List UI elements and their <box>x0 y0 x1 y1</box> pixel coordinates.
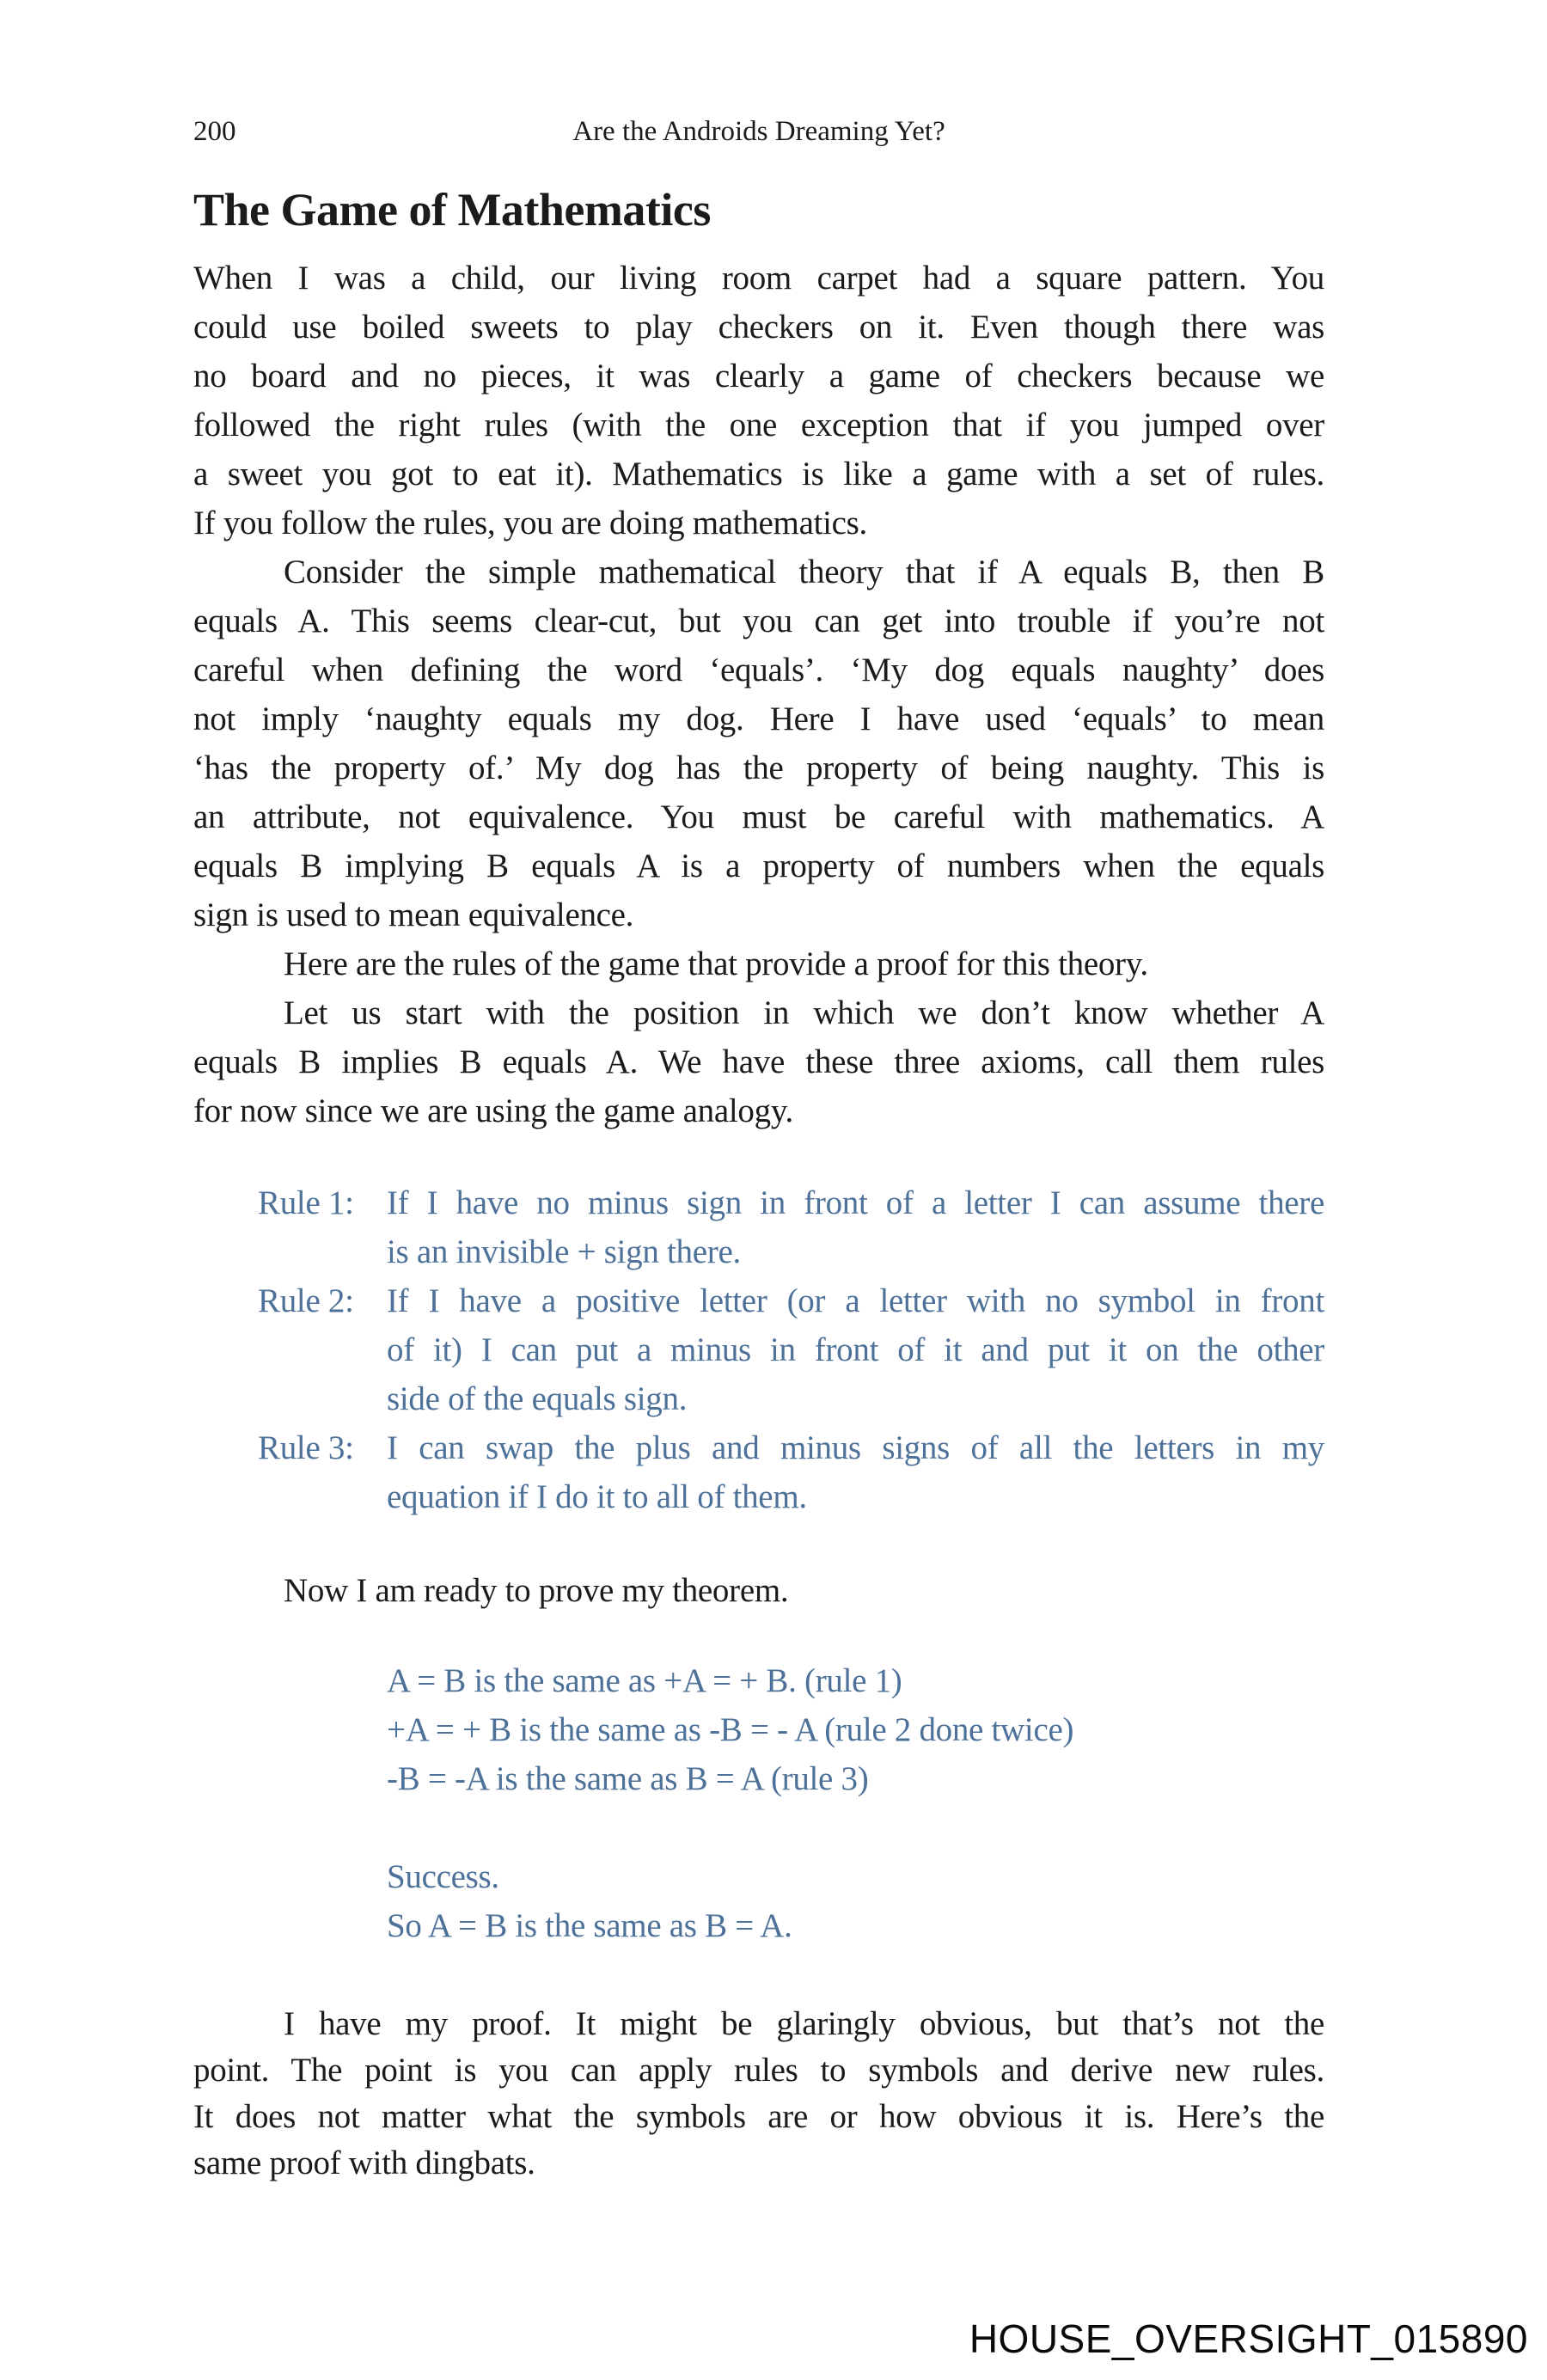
text-line: careful when defining the word ‘equals’. ‘My dog equals naughty’ does <box>193 652 1324 688</box>
text-line: equals A. This seems clear-cut, but you can get into trouble if you’re not <box>193 603 1324 639</box>
text-line: point. The point is you can apply rules to symbols and derive new rules. <box>193 2052 1324 2089</box>
rule-3-label: Rule 3: <box>258 1429 354 1466</box>
paragraph-4 <box>193 988 1324 1135</box>
rules-list <box>258 1178 1324 1521</box>
text-line: for now since we are using the game analogy. <box>193 1092 793 1129</box>
text-line: If I have no minus sign in front of a letter I can assume there <box>387 1184 1324 1221</box>
rule-1 <box>258 1178 1324 1276</box>
text-line: equals B implies B equals A. We have these three axioms, call them rules <box>193 1043 1324 1080</box>
proof-line: -B = -A is the same as B = A (rule 3) <box>387 1760 869 1797</box>
text-line: followed the right rules (with the one exception that if you jumped over <box>193 407 1324 444</box>
text-line: Here are the rules of the game that provide a proof for this theory. <box>284 945 1148 982</box>
proof-line: +A = + B is the same as -B = - A (rule 2 done twice) <box>387 1711 1074 1748</box>
text-line: If I have a positive letter (or a letter with no symbol in front <box>387 1282 1324 1319</box>
section-title: The Game of Mathematics <box>193 184 711 236</box>
page-number: 200 <box>193 116 236 147</box>
rule-2-label: Rule 2: <box>258 1282 354 1319</box>
text-line: equals B implying B equals A is a property of numbers when the equals <box>193 847 1324 884</box>
rule-1-label: Rule 1: <box>258 1184 354 1221</box>
text-line: could use boiled sweets to play checkers on it. Even though there was <box>193 309 1324 346</box>
paragraph-2 <box>193 548 1324 939</box>
paragraph-3 <box>193 939 1324 988</box>
text-line: not imply ‘naughty equals my dog. Here I have used ‘equals’ to mean <box>193 701 1324 737</box>
conclusion-line: Success. <box>387 1858 499 1895</box>
text-line: an attribute, not equivalence. You must be careful with mathematics. A <box>193 798 1324 835</box>
text-line: same proof with dingbats. <box>193 2144 535 2181</box>
text-line: ‘has the property of.’ My dog has the property of being naughty. This is <box>193 749 1324 786</box>
text-line: It does not matter what the symbols are or how obvious it is. Here’s the <box>193 2098 1324 2135</box>
conclusion-line: So A = B is the same as B = A. <box>387 1907 792 1944</box>
text-line: equation if I do it to all of them. <box>387 1478 807 1515</box>
text-line: Let us start with the position in which we don’t know whether A <box>284 994 1324 1031</box>
paragraph-1 <box>193 254 1324 548</box>
closing-paragraph <box>193 2001 1324 2187</box>
interlude <box>193 1566 1324 1615</box>
rule-1-text <box>387 1178 1324 1276</box>
text-line: I have my proof. It might be glaringly obvious, but that’s not the <box>284 2005 1324 2042</box>
rule-3 <box>258 1423 1324 1521</box>
text-line: Consider the simple mathematical theory that if A equals B, then B <box>284 554 1324 590</box>
running-title: Are the Androids Dreaming Yet? <box>572 116 945 147</box>
proof-line: A = B is the same as +A = + B. (rule 1) <box>387 1662 902 1699</box>
text-line: When I was a child, our living room carpet had a square pattern. You <box>193 260 1324 297</box>
text-line: sign is used to mean equivalence. <box>193 896 634 933</box>
rule-3-text <box>387 1423 1324 1521</box>
rule-2 <box>258 1276 1324 1423</box>
text-line: Now I am ready to prove my theorem. <box>284 1572 789 1609</box>
bates-stamp: HOUSE_OVERSIGHT_015890 <box>969 2316 1528 2361</box>
text-line: of it) I can put a minus in front of it and put it on the other <box>387 1331 1324 1368</box>
text-line: a sweet you got to eat it). Mathematics is like a game with a set of rules. <box>193 456 1324 493</box>
conclusion-block <box>387 1852 1324 1950</box>
text-line: I can swap the plus and minus signs of all the letters in my <box>387 1429 1324 1466</box>
text-line: is an invisible + sign there. <box>387 1233 741 1270</box>
proof-block <box>387 1656 1324 1803</box>
text-line: side of the equals sign. <box>387 1380 688 1417</box>
rule-2-text <box>387 1276 1324 1423</box>
text-line: no board and no pieces, it was clearly a game of checkers because we <box>193 358 1324 395</box>
page-header <box>193 114 1324 149</box>
text-line: If you follow the rules, you are doing mathematics. <box>193 505 867 541</box>
